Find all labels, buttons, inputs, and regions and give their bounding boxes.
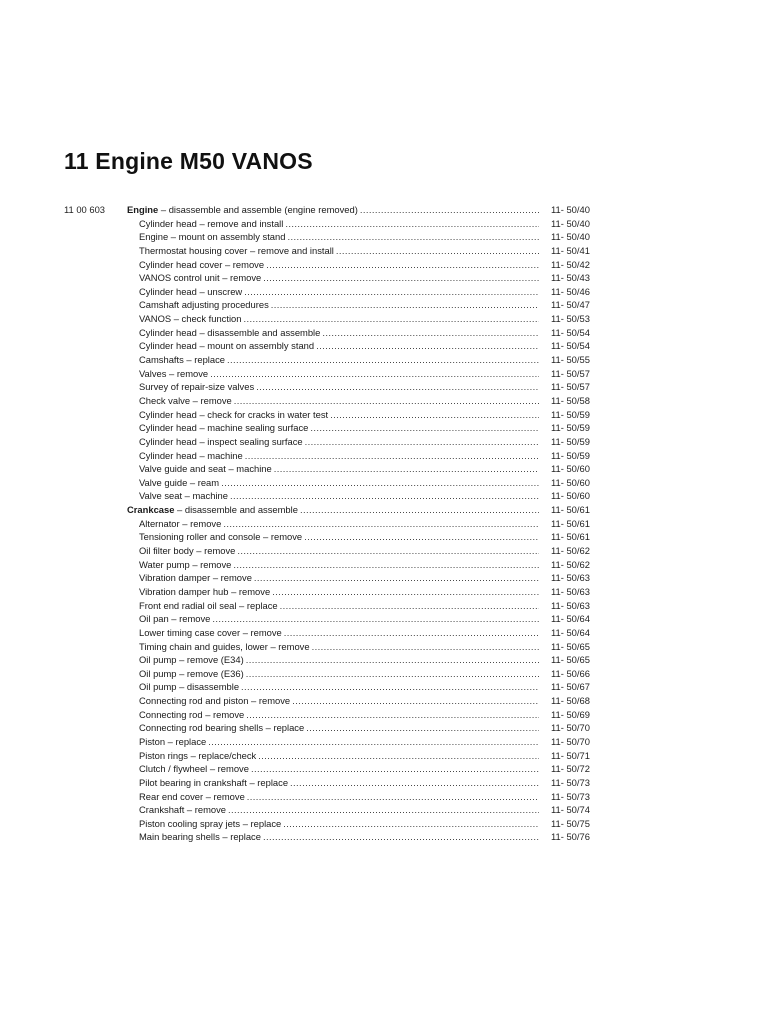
page-reference: 11- 50/60 xyxy=(551,476,590,488)
toc-entry xyxy=(139,449,539,463)
dot-leader xyxy=(230,489,539,503)
toc-row xyxy=(0,326,768,340)
toc-row xyxy=(0,599,768,613)
dot-leader xyxy=(234,394,539,408)
toc-row xyxy=(0,640,768,654)
page-reference: 11- 50/68 xyxy=(551,695,590,707)
toc-entry xyxy=(139,353,539,367)
toc-row xyxy=(0,735,768,749)
entry-title xyxy=(139,612,212,626)
toc-entry xyxy=(139,735,539,749)
entry-title-text: Valve guide – ream xyxy=(139,476,220,488)
toc-row xyxy=(0,612,768,626)
toc-row xyxy=(0,476,768,490)
entry-title-text: Timing chain and guides, lower – remove xyxy=(139,640,310,652)
entry-title xyxy=(139,380,256,394)
dot-leader xyxy=(304,530,539,544)
entry-title xyxy=(139,258,266,272)
toc-row xyxy=(0,667,768,681)
toc-row xyxy=(0,585,768,599)
entry-title xyxy=(139,271,263,285)
dot-leader xyxy=(292,694,539,708)
dot-leader xyxy=(280,599,539,613)
toc-entry xyxy=(139,817,539,831)
toc-row xyxy=(0,680,768,694)
entry-title-text: Connecting rod bearing shells – replace xyxy=(139,722,305,734)
entry-title-text: Pilot bearing in crankshaft – replace xyxy=(139,776,289,788)
entry-title-text: Cylinder head – machine sealing surface xyxy=(139,422,309,434)
entry-title-text: Lower timing case cover – remove xyxy=(139,626,282,638)
entry-title-text: Oil pump – remove (E34) xyxy=(139,654,244,666)
dot-leader xyxy=(336,244,539,258)
toc-row xyxy=(0,530,768,544)
entry-title-text: Cylinder head – unscrew xyxy=(139,285,243,297)
entry-title xyxy=(139,762,251,776)
dot-leader xyxy=(272,585,539,599)
toc-entry xyxy=(139,721,539,735)
entry-title-text: Oil filter body – remove xyxy=(139,545,236,557)
page-reference: 11- 50/63 xyxy=(551,585,590,597)
entry-title-text: Piston cooling spray jets – replace xyxy=(139,817,282,829)
entry-title-text: Engine – mount on assembly stand xyxy=(139,231,286,243)
entry-title xyxy=(139,817,283,831)
entry-title-text: Crankshaft – remove xyxy=(139,804,227,816)
toc-entry xyxy=(139,830,539,844)
page-reference: 11- 50/60 xyxy=(551,463,590,475)
toc-row xyxy=(0,517,768,531)
dot-leader xyxy=(254,571,539,585)
entry-title-text: Alternator – remove xyxy=(139,517,222,529)
page-title: 11 Engine M50 VANOS xyxy=(64,148,313,174)
toc-row xyxy=(0,762,768,776)
toc-entry xyxy=(139,408,539,422)
dot-leader xyxy=(223,517,539,531)
toc-row xyxy=(0,626,768,640)
toc-entry xyxy=(139,421,539,435)
toc-entry xyxy=(139,489,539,503)
dot-leader xyxy=(245,449,539,463)
dot-leader xyxy=(212,612,539,626)
page-reference: 11- 50/75 xyxy=(551,817,590,829)
entry-title-text: Piston rings – replace/check xyxy=(139,749,257,761)
page-reference: 11- 50/65 xyxy=(551,640,590,652)
entry-title-text: Vibration damper – remove xyxy=(139,572,252,584)
dot-leader xyxy=(287,230,539,244)
dot-leader xyxy=(221,476,539,490)
entry-title xyxy=(139,640,312,654)
entry-title xyxy=(139,653,246,667)
entry-title-text: Oil pump – disassemble xyxy=(139,681,240,693)
entry-title-text: Valve seat – machine xyxy=(139,490,228,502)
entry-title-text: Oil pump – remove (E36) xyxy=(139,667,244,679)
toc-entry xyxy=(139,517,539,531)
entry-title xyxy=(127,503,300,517)
page-reference: 11- 50/63 xyxy=(551,572,590,584)
entry-title xyxy=(139,367,210,381)
toc-entry xyxy=(139,708,539,722)
dot-leader xyxy=(246,667,539,681)
dot-leader xyxy=(360,203,539,217)
dot-leader xyxy=(310,421,539,435)
dot-leader xyxy=(208,735,539,749)
toc-row xyxy=(0,708,768,722)
entry-title-text: Rear end cover – remove xyxy=(139,790,245,802)
toc-entry xyxy=(139,298,539,312)
page-reference: 11- 50/63 xyxy=(551,599,590,611)
page-reference: 11- 50/59 xyxy=(551,435,590,447)
page-reference: 11- 50/41 xyxy=(551,244,590,256)
toc-row xyxy=(0,298,768,312)
entry-title-text: Connecting rod and piston – remove xyxy=(139,695,291,707)
toc-entry xyxy=(139,803,539,817)
page-reference: 11- 50/66 xyxy=(551,667,590,679)
toc-row xyxy=(0,380,768,394)
toc-entry xyxy=(139,640,539,654)
entry-title-text: Cylinder head – inspect sealing surface xyxy=(139,435,303,447)
toc-row xyxy=(0,285,768,299)
toc-row xyxy=(0,271,768,285)
entry-title-text: Camshafts – replace xyxy=(139,354,225,366)
entry-title-text: Survey of repair-size valves xyxy=(139,381,255,393)
dot-leader xyxy=(243,312,539,326)
toc-entry xyxy=(139,749,539,763)
entry-title-text: Connecting rod – remove xyxy=(139,708,245,720)
toc-entry xyxy=(139,476,539,490)
toc-entry xyxy=(127,503,539,517)
dot-leader xyxy=(266,258,539,272)
toc-entry xyxy=(139,667,539,681)
toc-entry xyxy=(139,599,539,613)
dot-leader xyxy=(283,817,539,831)
page-reference: 11- 50/74 xyxy=(551,804,590,816)
entry-title-text: Tensioning roller and console – remove xyxy=(139,531,303,543)
dot-leader xyxy=(227,353,539,367)
page-reference: 11- 50/67 xyxy=(551,681,590,693)
page-reference: 11- 50/70 xyxy=(551,722,590,734)
entry-title xyxy=(139,230,287,244)
entry-title xyxy=(139,421,310,435)
toc-row xyxy=(0,653,768,667)
toc-row xyxy=(0,367,768,381)
dot-leader xyxy=(233,558,539,572)
page-reference: 11- 50/76 xyxy=(551,831,590,843)
entry-title-text: – disassemble and assemble (engine removed) xyxy=(158,204,358,215)
toc-entry xyxy=(139,339,539,353)
entry-title xyxy=(139,530,304,544)
entry-title xyxy=(139,803,228,817)
dot-leader xyxy=(210,367,539,381)
toc-entry xyxy=(139,312,539,326)
toc-entry xyxy=(139,558,539,572)
page-reference: 11- 50/58 xyxy=(551,394,590,406)
page-reference: 11- 50/64 xyxy=(551,626,590,638)
toc-entry xyxy=(139,394,539,408)
dot-leader xyxy=(330,408,539,422)
dot-leader xyxy=(263,830,539,844)
toc-entry xyxy=(139,435,539,449)
entry-title-text: Main bearing shells – replace xyxy=(139,831,261,843)
entry-title xyxy=(139,626,284,640)
page-reference: 11- 50/73 xyxy=(551,776,590,788)
entry-title-text: Cylinder head – remove and install xyxy=(139,217,284,229)
dot-leader xyxy=(228,803,539,817)
toc-entry xyxy=(139,380,539,394)
toc-row xyxy=(0,503,768,517)
toc-row xyxy=(0,830,768,844)
entry-title xyxy=(139,489,230,503)
dot-leader xyxy=(258,749,539,763)
toc-row xyxy=(0,790,768,804)
page-reference: 11- 50/62 xyxy=(551,558,590,570)
dot-leader xyxy=(256,380,539,394)
page-reference: 11- 50/62 xyxy=(551,545,590,557)
entry-title-text: Clutch / flywheel – remove xyxy=(139,763,249,775)
dot-leader xyxy=(263,271,539,285)
page-reference: 11- 50/57 xyxy=(551,381,590,393)
entry-title xyxy=(139,462,274,476)
entry-title xyxy=(139,585,272,599)
dot-leader xyxy=(322,326,539,340)
toc-entry xyxy=(139,258,539,272)
dot-leader xyxy=(251,762,539,776)
toc-row xyxy=(0,394,768,408)
page-reference: 11- 50/60 xyxy=(551,490,590,502)
toc-row xyxy=(0,230,768,244)
dot-leader xyxy=(306,721,539,735)
toc-entry xyxy=(139,544,539,558)
repair-code: 11 00 603 xyxy=(64,204,106,215)
entry-title xyxy=(139,708,246,722)
page-reference: 11- 50/65 xyxy=(551,654,590,666)
entry-title-bold: Crankcase xyxy=(127,504,175,516)
table-of-contents xyxy=(0,203,768,844)
toc-row xyxy=(0,489,768,503)
entry-title-text: Camshaft adjusting procedures xyxy=(139,299,269,311)
dot-leader xyxy=(285,217,539,231)
entry-title-text: Front end radial oil seal – replace xyxy=(139,599,278,611)
page-reference: 11- 50/69 xyxy=(551,708,590,720)
page-reference: 11- 50/73 xyxy=(551,790,590,802)
dot-leader xyxy=(284,626,539,640)
entry-title xyxy=(139,285,244,299)
toc-entry xyxy=(139,612,539,626)
entry-title xyxy=(139,571,254,585)
entry-title xyxy=(139,558,233,572)
toc-row xyxy=(0,817,768,831)
toc-entry xyxy=(139,462,539,476)
dot-leader xyxy=(312,640,539,654)
toc-row xyxy=(0,803,768,817)
page-reference: 11- 50/53 xyxy=(551,313,590,325)
entry-title xyxy=(139,394,234,408)
dot-leader xyxy=(246,653,539,667)
page-reference: 11- 50/59 xyxy=(551,449,590,461)
toc-row xyxy=(0,203,768,217)
page-reference: 11- 50/40 xyxy=(551,204,590,215)
page-reference: 11- 50/64 xyxy=(551,613,590,625)
entry-title xyxy=(139,776,290,790)
page-reference: 11- 50/59 xyxy=(551,408,590,420)
toc-row xyxy=(0,694,768,708)
toc-row xyxy=(0,312,768,326)
toc-row xyxy=(0,217,768,231)
entry-title-text: VANOS – check function xyxy=(139,313,242,325)
page-reference: 11- 50/72 xyxy=(551,763,590,775)
dot-leader xyxy=(316,339,539,353)
entry-title xyxy=(139,790,247,804)
entry-title xyxy=(139,694,292,708)
toc-entry xyxy=(139,694,539,708)
entry-title-text: Valve guide and seat – machine xyxy=(139,463,272,475)
entry-title-text: Cylinder head – mount on assembly stand xyxy=(139,340,315,352)
entry-title xyxy=(139,680,241,694)
dot-leader xyxy=(237,544,539,558)
entry-title xyxy=(139,476,221,490)
toc-row xyxy=(0,462,768,476)
entry-title-text: Cylinder head – disassemble and assemble xyxy=(139,326,321,338)
toc-entry xyxy=(139,653,539,667)
toc-row xyxy=(0,408,768,422)
toc-row xyxy=(0,749,768,763)
toc-row xyxy=(0,544,768,558)
toc-row xyxy=(0,244,768,258)
toc-row xyxy=(0,449,768,463)
entry-title-text: Cylinder head cover – remove xyxy=(139,258,265,270)
entry-title xyxy=(139,749,258,763)
entry-title xyxy=(127,203,360,217)
dot-leader xyxy=(246,708,539,722)
page-reference: 11- 50/61 xyxy=(551,504,590,516)
entry-title xyxy=(139,517,223,531)
entry-title-bold: Engine xyxy=(127,204,159,215)
toc-entry xyxy=(139,585,539,599)
entry-title xyxy=(139,298,271,312)
dot-leader xyxy=(274,462,539,476)
toc-entry xyxy=(139,230,539,244)
toc-row xyxy=(0,776,768,790)
entry-title xyxy=(139,449,245,463)
entry-title xyxy=(139,830,263,844)
dot-leader xyxy=(305,435,539,449)
page-reference: 11- 50/61 xyxy=(551,517,590,529)
toc-entry xyxy=(139,244,539,258)
dot-leader xyxy=(290,776,539,790)
toc-row xyxy=(0,558,768,572)
page-reference: 11- 50/70 xyxy=(551,735,590,747)
toc-row xyxy=(0,339,768,353)
entry-title xyxy=(139,721,306,735)
dot-leader xyxy=(247,790,539,804)
entry-title-text: Thermostat housing cover – remove and install xyxy=(139,244,334,256)
toc-entry xyxy=(139,790,539,804)
entry-title xyxy=(139,312,243,326)
page-reference: 11- 50/54 xyxy=(551,326,590,338)
entry-title-text: – disassemble and assemble xyxy=(174,504,298,516)
entry-title-text: Oil pan – remove xyxy=(139,613,211,625)
toc-entry xyxy=(139,776,539,790)
entry-title-text: Valves – remove xyxy=(139,367,209,379)
dot-leader xyxy=(300,503,539,517)
page-reference: 11- 50/42 xyxy=(551,258,590,270)
dot-leader xyxy=(271,298,539,312)
page-reference: 11- 50/57 xyxy=(551,367,590,379)
entry-title-text: Cylinder head – machine xyxy=(139,449,243,461)
entry-title-text: Vibration damper hub – remove xyxy=(139,585,271,597)
page-reference: 11- 50/59 xyxy=(551,422,590,434)
page-reference: 11- 50/40 xyxy=(551,217,590,229)
entry-title-text: Piston – replace xyxy=(139,735,207,747)
toc-entry xyxy=(139,367,539,381)
toc-row xyxy=(0,258,768,272)
entry-title xyxy=(139,735,208,749)
toc-entry xyxy=(139,626,539,640)
entry-title-text: Cylinder head – check for cracks in water test xyxy=(139,408,329,420)
dot-leader xyxy=(244,285,539,299)
toc-entry xyxy=(139,530,539,544)
page-reference: 11- 50/54 xyxy=(551,340,590,352)
page-reference: 11- 50/55 xyxy=(551,354,590,366)
toc-entry xyxy=(139,285,539,299)
toc-row xyxy=(0,721,768,735)
entry-title xyxy=(139,217,285,231)
entry-title xyxy=(139,326,322,340)
toc-entry xyxy=(139,762,539,776)
entry-title xyxy=(139,667,246,681)
toc-entry xyxy=(139,326,539,340)
toc-entry xyxy=(139,571,539,585)
toc-entry xyxy=(139,680,539,694)
page-reference: 11- 50/71 xyxy=(551,749,590,761)
toc-row xyxy=(0,421,768,435)
entry-title xyxy=(139,353,227,367)
toc-entry xyxy=(139,217,539,231)
toc-row xyxy=(0,435,768,449)
page-reference: 11- 50/61 xyxy=(551,531,590,543)
page-reference: 11- 50/43 xyxy=(551,272,590,284)
entry-title xyxy=(139,408,330,422)
toc-row xyxy=(0,571,768,585)
toc-row xyxy=(0,353,768,367)
entry-title-text: Water pump – remove xyxy=(139,558,232,570)
entry-title xyxy=(139,339,316,353)
page-reference: 11- 50/40 xyxy=(551,231,590,243)
entry-title-text: Check valve – remove xyxy=(139,394,232,406)
entry-title xyxy=(139,599,280,613)
page-reference: 11- 50/46 xyxy=(551,285,590,297)
toc-entry xyxy=(139,271,539,285)
page-reference: 11- 50/47 xyxy=(551,299,590,311)
dot-leader xyxy=(241,680,539,694)
toc-entry xyxy=(127,203,539,217)
entry-title xyxy=(139,435,305,449)
entry-title xyxy=(139,244,336,258)
entry-title xyxy=(139,544,237,558)
entry-title-text: VANOS control unit – remove xyxy=(139,272,262,284)
